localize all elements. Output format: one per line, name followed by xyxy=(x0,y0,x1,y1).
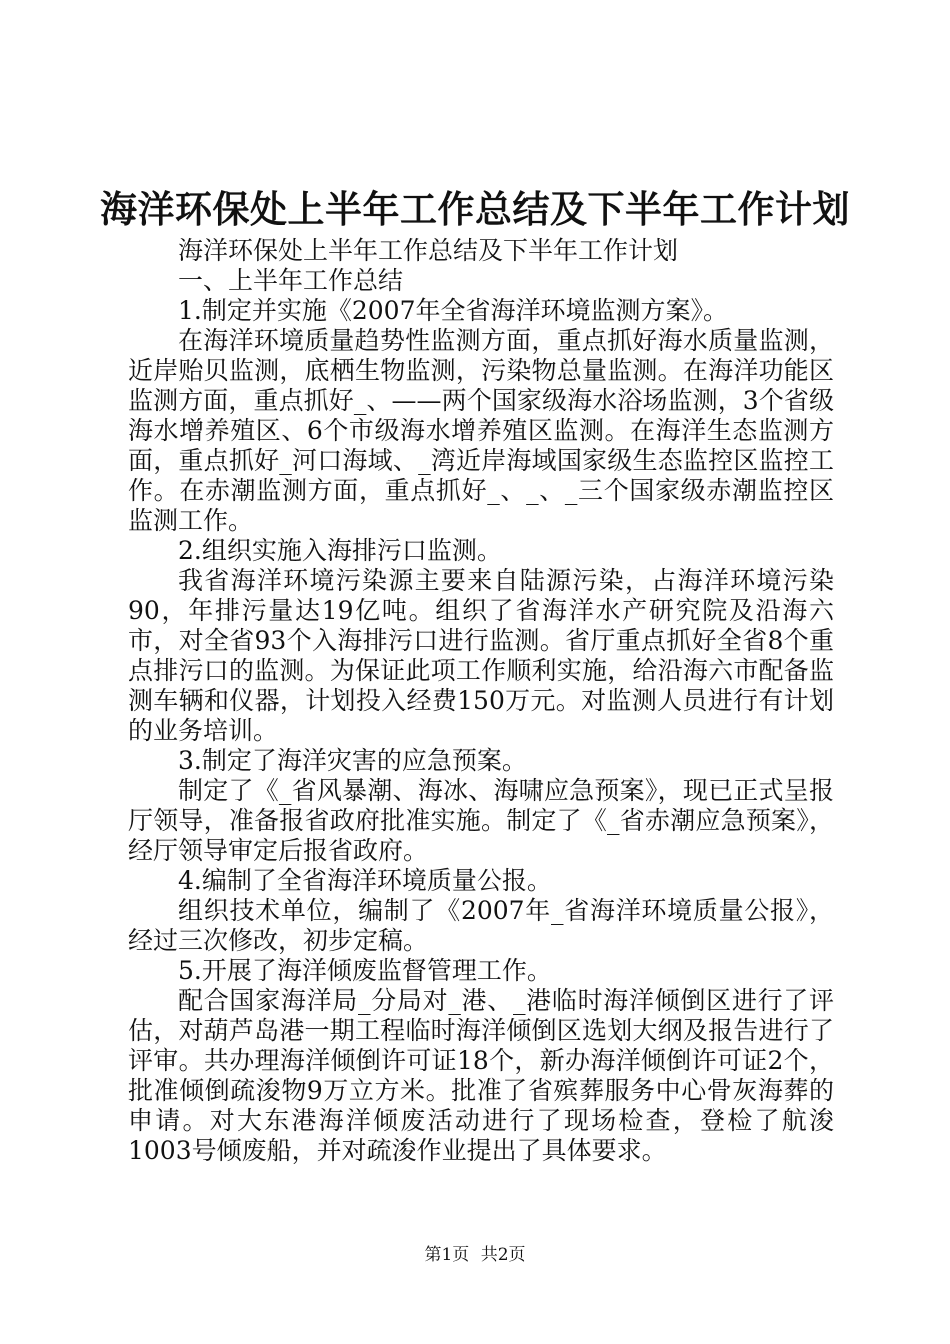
item-heading: 4.编制了全省海洋环境质量公报。 xyxy=(178,866,552,895)
body-paragraph: 组织技术单位，编制了《2007年_省海洋环境质量公报》，经过三次修改，初步定稿。 xyxy=(128,896,834,955)
body-paragraph: 制定了《_省风暴潮、海冰、海啸应急预案》，现已正式呈报厅领导，准备报省政府批准实施。制定了《_省赤潮应急预案》，经厅领导审定后报省政府。 xyxy=(128,776,834,865)
body-paragraph: 我省海洋环境污染源主要来自陆源污染，占海洋环境污染90，年排污量达19亿吨。组织了省海洋水产研究院及沿海六市，对全省93个入海排污口进行监测。省厅重点抓好全省8个重点排污口的监测。为保证此项工作顺利实施，给沿海六市配备监测车辆和仪器，计划投入经费150万元。对监测人员进行有计划的业务培训。 xyxy=(128,566,834,745)
item-heading: 1.制定并实施《2007年全省海洋环境监测方案》。 xyxy=(178,296,728,325)
item-heading: 5.开展了海洋倾废监督管理工作。 xyxy=(178,956,552,985)
page-number: 第1页 xyxy=(424,1245,470,1265)
section-heading: 一、上半年工作总结 xyxy=(178,266,404,295)
body-paragraph: 海洋环保处上半年工作总结及下半年工作计划 xyxy=(178,236,679,265)
body-paragraph: 在海洋环境质量趋势性监测方面，重点抓好海水质量监测，近岸贻贝监测，底栖生物监测，污染物总量监测。在海洋功能区监测方面，重点抓好_、——两个国家级海水浴场监测，3个省级海水增养殖区、6个市级海水增养殖区监测。在海洋生态监测方面，重点抓好_河口海域、_湾近岸海域国家级生态监控区监控工作。在赤潮监测方面，重点抓好_、_、_三个国家级赤潮监控区监测工作。 xyxy=(128,326,834,535)
page-footer xyxy=(0,1244,950,1266)
item-heading: 3.制定了海洋灾害的应急预案。 xyxy=(178,746,527,775)
document-body xyxy=(128,236,834,1166)
body-paragraph: 配合国家海洋局_分局对_港、_港临时海洋倾倒区进行了评估，对葫芦岛港一期工程临时海洋倾倒区选划大纲及报告进行了评审。共办理海洋倾倒许可证18个，新办海洋倾倒许可证2个，批准倾倒疏浚物9万立方米。批准了省殡葬服务中心骨灰海葬的申请。对大东港海洋倾废活动进行了现场检查，登检了航浚1003号倾废船，并对疏浚作业提出了具体要求。 xyxy=(128,986,834,1165)
document-title: 海洋环保处上半年工作总结及下半年工作计划 xyxy=(100,187,850,231)
item-heading: 2.组织实施入海排污口监测。 xyxy=(178,536,502,565)
page-total: 共2页 xyxy=(480,1245,526,1265)
